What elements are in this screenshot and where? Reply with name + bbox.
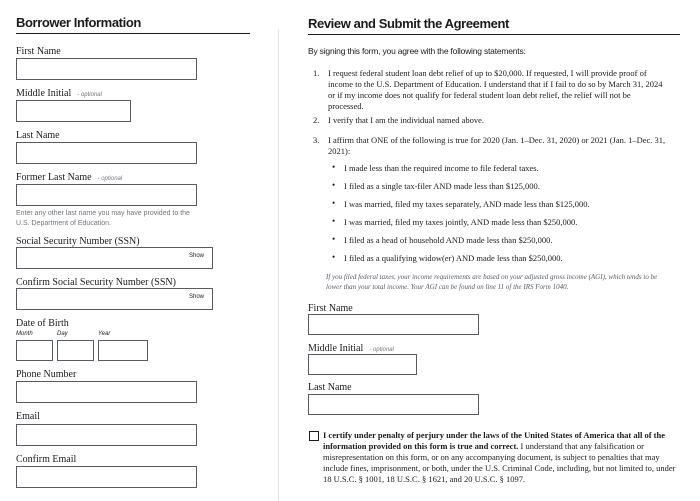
last-name-input[interactable] [16,142,197,164]
certification-bold-text: I certify under penalty of perjury under the laws of the United States of America that all of the information provided on this form is true and correct. [323,430,666,451]
signer-middle-initial-label [308,343,394,354]
last-name-label: Last Name [16,130,60,141]
perjury-certification-checkbox[interactable] [309,431,319,441]
signer-first-name-label: First Name [308,303,353,314]
ssn-input[interactable] [16,247,213,269]
condition-item: • I made less than the required income to file federal taxes. [332,163,539,173]
optional-tag: - optional [369,347,394,353]
agi-note: If you filed federal taxes, your income requirements are based on your adjusted gross income (AGI), which tends to be lower than your total income. Your AGI can be found on line 11 of the IRS Form 1040. [326,273,658,291]
heading-rule [308,34,680,35]
confirm-email-input[interactable] [16,466,197,488]
statement-1 [308,68,668,112]
dob-label: Date of Birth [16,318,69,329]
middle-initial-label [16,88,102,99]
middle-initial-input[interactable] [16,100,131,122]
column-divider [278,30,279,501]
first-name-label: First Name [16,46,61,57]
ssn-show-toggle[interactable]: Show [188,253,204,259]
condition-item: • I filed as a qualifying widow(er) AND made less than $250,000. [332,253,563,263]
perjury-certification-text[interactable] [323,430,679,485]
certification-body-text: I understand that any falsification or misrepresentation on this form, or on any accompanying document, is subject to penalties that may include fines, imprisonment, or both, under the U.S. Criminal Code, including, but not limited to, under 18 U.S.C. § 1001, 18 U.S.C. § 1621, and 20 U.S.C. § 1097. [323,441,676,484]
statement-number: 2. [313,115,320,125]
phone-label: Phone Number [16,369,77,380]
dob-day-label: Day [57,331,68,337]
statement-text: I verify that I am the individual named above. [328,115,485,125]
hint-line-1: Enter any other last name you may have provided to the [16,210,190,217]
phone-input[interactable] [16,381,197,403]
confirm-ssn-input[interactable] [16,288,213,310]
review-heading: Review and Submit the Agreement [308,16,509,31]
hint-line-2: U.S. Department of Education. [16,220,111,227]
signer-middle-initial-input[interactable] [308,354,417,375]
intro-text: By signing this form, you agree with the following statements: [308,46,526,56]
dob-year-label: Year [98,331,111,337]
statement-number: 3. [313,135,320,145]
first-name-input[interactable] [16,58,197,80]
dob-day-input[interactable] [57,340,94,361]
signer-last-name-label: Last Name [308,382,352,393]
ssn-label: Social Security Number (SSN) [16,236,140,247]
signer-middle-initial-text: Middle Initial [308,343,364,354]
condition-item: • I was married, filed my taxes jointly, AND made less than $250,000. [332,217,577,227]
condition-item: • I was married, filed my taxes separately, AND made less than $125,000. [332,199,590,209]
statement-3 [308,135,668,157]
middle-initial-label-text: Middle Initial [16,88,72,99]
former-last-name-label [16,172,122,183]
optional-tag: - optional [97,176,123,182]
former-last-name-input[interactable] [16,184,197,206]
heading-rule [16,33,250,34]
signer-first-name-input[interactable] [308,314,479,335]
former-last-name-hint [16,209,216,229]
statement-number: 1. [313,68,320,78]
condition-item: • I filed as a single tax-filer AND made less than $125,000. [332,181,540,191]
dob-year-input[interactable] [98,340,148,361]
email-input[interactable] [16,424,197,446]
statement-list [308,68,668,157]
statement-2 [308,115,668,131]
former-last-name-label-text: Former Last Name [16,172,92,183]
optional-tag: - optional [77,92,102,98]
email-label: Email [16,411,40,422]
signer-last-name-input[interactable] [308,394,479,415]
statement-text: I affirm that ONE of the following is true for 2020 (Jan. 1–Dec. 31, 2020) or 2021 (Jan. 1–Dec. 31, 2021): [328,135,666,156]
condition-item: • I filed as a head of household AND made less than $250,000. [332,235,552,245]
borrower-information-heading: Borrower Information [16,15,141,30]
confirm-ssn-show-toggle[interactable]: Show [188,294,204,300]
dob-month-input[interactable] [16,340,53,361]
dob-month-label: Month [16,331,33,337]
borrower-information-section [16,0,250,501]
review-submit-section [308,0,680,501]
confirm-ssn-label: Confirm Social Security Number (SSN) [16,277,176,288]
confirm-email-label: Confirm Email [16,454,77,465]
statement-text: I request federal student loan debt relief of up to $20,000. If requested, I will provide proof of income to the U.S. Department of Education. I understand that if I fail to do so by March 31, 2024 or if my income does not qualify for federal student loan debt relief, the relief will not be processed. [328,68,663,111]
